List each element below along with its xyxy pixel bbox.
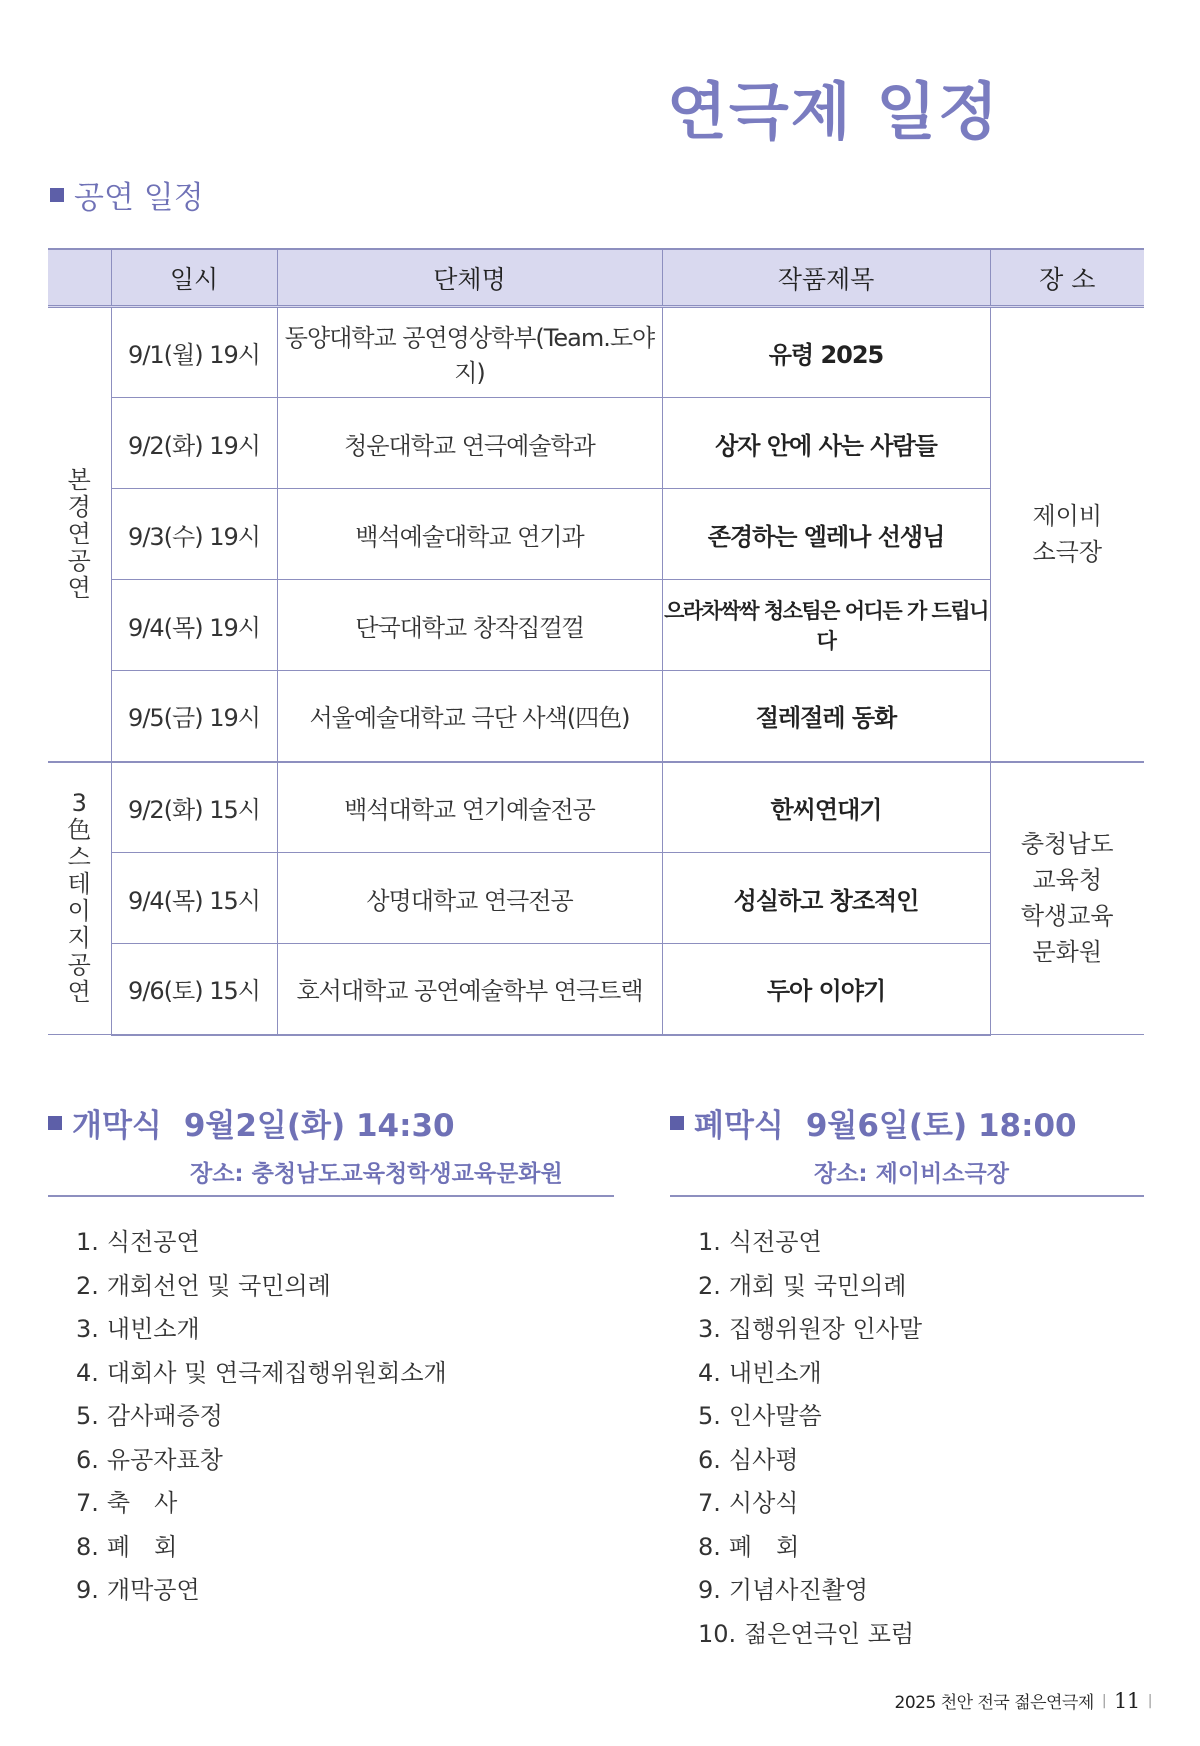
item-text: 내빈소개 (106, 1315, 200, 1343)
item-number: 5. (698, 1402, 721, 1430)
date-cell: 9/4(목) 15시 (111, 853, 277, 944)
venue-line: 교육청 (1032, 866, 1103, 895)
date-cell: 9/4(목) 19시 (111, 580, 277, 671)
item-number: 3. (698, 1315, 721, 1343)
header-group: 단체명 (277, 249, 662, 307)
item-number: 8. (698, 1532, 721, 1561)
page-number: 11 (1114, 1688, 1140, 1713)
opening-program-list (48, 1221, 614, 1613)
item-text: 심사평 (728, 1445, 799, 1474)
footer-text: 2025 천안 전국 젊은연극제 (894, 1693, 1094, 1713)
date-cell: 9/2(화) 15시 (111, 762, 277, 853)
list-item (76, 1265, 614, 1309)
closing-heading (670, 1100, 1144, 1145)
header-work: 작품제목 (662, 249, 990, 307)
schedule-heading-text: 공연 일정 (74, 180, 204, 216)
item-number: 6. (698, 1445, 721, 1474)
list-item (76, 1482, 614, 1526)
opening-name: 개막식 (72, 1108, 162, 1144)
item-text: 폐 회 (728, 1532, 800, 1561)
table-row (48, 580, 1144, 671)
list-item (76, 1526, 614, 1570)
list-item (698, 1526, 1144, 1570)
table-header-row (48, 249, 1144, 307)
work-cell: 유령 2025 (662, 307, 990, 398)
date-cell: 9/5(금) 19시 (111, 671, 277, 762)
item-number: 9. (698, 1576, 721, 1604)
item-number: 1. (76, 1228, 99, 1256)
item-text: 감사패증정 (106, 1402, 223, 1430)
group-cell: 단국대학교 창작집껄껄 (277, 580, 662, 671)
item-text: 기념사진촬영 (728, 1576, 869, 1604)
closing-program-list (670, 1221, 1144, 1656)
list-item (76, 1395, 614, 1439)
bullet-square-icon (48, 1116, 62, 1130)
list-item (76, 1308, 614, 1352)
list-item (698, 1482, 1144, 1526)
table-row (48, 307, 1144, 398)
date-cell: 9/2(화) 19시 (111, 398, 277, 489)
work-cell: 상자 안에 사는 사람들 (662, 398, 990, 489)
item-number: 8. (76, 1532, 99, 1561)
list-item (76, 1221, 614, 1265)
category-cell (48, 307, 111, 762)
item-number: 5. (76, 1402, 99, 1430)
category-label: 본경연공연 (67, 465, 91, 602)
header-date: 일시 (111, 249, 277, 307)
item-text: 개회 및 국민의례 (728, 1271, 907, 1300)
group-cell: 백석예술대학교 연기과 (277, 489, 662, 580)
list-item (698, 1352, 1144, 1396)
item-number: 9. (76, 1576, 99, 1604)
list-item (698, 1439, 1144, 1483)
item-number: 10. (698, 1619, 737, 1648)
table-row (48, 489, 1144, 580)
work-cell: 성실하고 창조적인 (662, 853, 990, 944)
item-text: 대회사 및 연극제집행위원회소개 (106, 1358, 447, 1387)
divider (48, 1195, 614, 1197)
group-cell: 상명대학교 연극전공 (277, 853, 662, 944)
item-text: 집행위원장 인사말 (728, 1315, 923, 1343)
item-text: 시상식 (728, 1489, 799, 1517)
list-item (698, 1308, 1144, 1352)
work-cell: 두아 이야기 (662, 944, 990, 1035)
work-cell: 한씨연대기 (662, 762, 990, 853)
item-text: 개회선언 및 국민의례 (106, 1271, 331, 1300)
venue-line: 문화원 (1032, 938, 1103, 967)
item-text: 내빈소개 (728, 1358, 822, 1387)
table-row (48, 853, 1144, 944)
closing-ceremony (670, 1100, 1144, 1656)
venue-cell (990, 762, 1144, 1035)
work-cell: 존경하는 엘레나 선생님 (662, 489, 990, 580)
list-item (698, 1395, 1144, 1439)
list-item (76, 1439, 614, 1483)
header-category (48, 249, 111, 307)
closing-name: 폐막식 (694, 1108, 784, 1144)
schedule-table (48, 248, 1144, 1036)
schedule-heading (50, 172, 204, 217)
item-number: 6. (76, 1445, 99, 1474)
date-cell: 9/6(토) 15시 (111, 944, 277, 1035)
divider (670, 1195, 1144, 1197)
list-item (698, 1613, 1144, 1657)
item-text: 인사말씀 (728, 1402, 822, 1430)
work-cell: 절레절레 동화 (662, 671, 990, 762)
item-text: 개막공연 (106, 1576, 200, 1604)
page-title: 연극제 일정 (666, 75, 1000, 148)
item-text: 식전공연 (728, 1228, 822, 1256)
table-row (48, 398, 1144, 489)
list-item (698, 1221, 1144, 1265)
item-text: 식전공연 (106, 1228, 200, 1256)
item-number: 3. (76, 1315, 99, 1343)
venue-line: 제이비 (1032, 502, 1103, 531)
item-text: 축 사 (106, 1489, 178, 1517)
work-cell: 으라차싹싹 청소팀은 어디든 가 드립니다 (662, 580, 990, 671)
group-cell: 동양대학교 공연영상학부(Team.도야지) (277, 307, 662, 398)
item-number: 2. (76, 1271, 99, 1300)
opening-ceremony (48, 1100, 614, 1613)
venue-line: 충청남도 (1020, 830, 1114, 859)
page-footer (895, 1688, 1160, 1713)
item-number: 1. (698, 1228, 721, 1256)
header-venue: 장 소 (990, 249, 1144, 307)
venue-line: 소극장 (1032, 538, 1103, 567)
item-number: 2. (698, 1271, 721, 1300)
table-row (48, 944, 1144, 1035)
item-text: 젊은연극인 포럼 (744, 1619, 915, 1648)
list-item (698, 1569, 1144, 1613)
date-cell: 9/3(수) 19시 (111, 489, 277, 580)
group-cell: 서울예술대학교 극단 사색(四色) (277, 671, 662, 762)
list-item (698, 1265, 1144, 1309)
list-item (76, 1352, 614, 1396)
venue-cell (990, 307, 1144, 762)
category-label: 3色스테이지공연 (67, 789, 92, 1007)
closing-time: 9월6일(토) 18:00 (805, 1108, 1077, 1144)
table-row (48, 671, 1144, 762)
footer-separator: | (1101, 1692, 1107, 1709)
footer-separator: | (1147, 1692, 1152, 1709)
category-cell (48, 762, 111, 1035)
group-cell: 백석대학교 연기예술전공 (277, 762, 662, 853)
list-item (76, 1569, 614, 1613)
group-cell: 호서대학교 공연예술학부 연극트랙 (277, 944, 662, 1035)
item-number: 4. (76, 1358, 99, 1387)
bullet-square-icon (670, 1116, 684, 1130)
item-number: 7. (76, 1489, 99, 1517)
opening-heading (48, 1100, 614, 1145)
group-cell: 청운대학교 연극예술학과 (277, 398, 662, 489)
bullet-square-icon (50, 188, 64, 202)
opening-time: 9월2일(화) 14:30 (183, 1108, 455, 1144)
table-row (48, 762, 1144, 853)
venue-line: 학생교육 (1020, 902, 1114, 931)
opening-venue: 장소: 충청남도교육청학생교육문화원 (190, 1161, 563, 1187)
item-text: 유공자표창 (106, 1445, 223, 1474)
date-cell: 9/1(월) 19시 (111, 307, 277, 398)
item-text: 폐 회 (106, 1532, 178, 1561)
item-number: 4. (698, 1358, 721, 1387)
item-number: 7. (698, 1489, 721, 1517)
closing-venue: 장소: 제이비소극장 (814, 1161, 1009, 1187)
